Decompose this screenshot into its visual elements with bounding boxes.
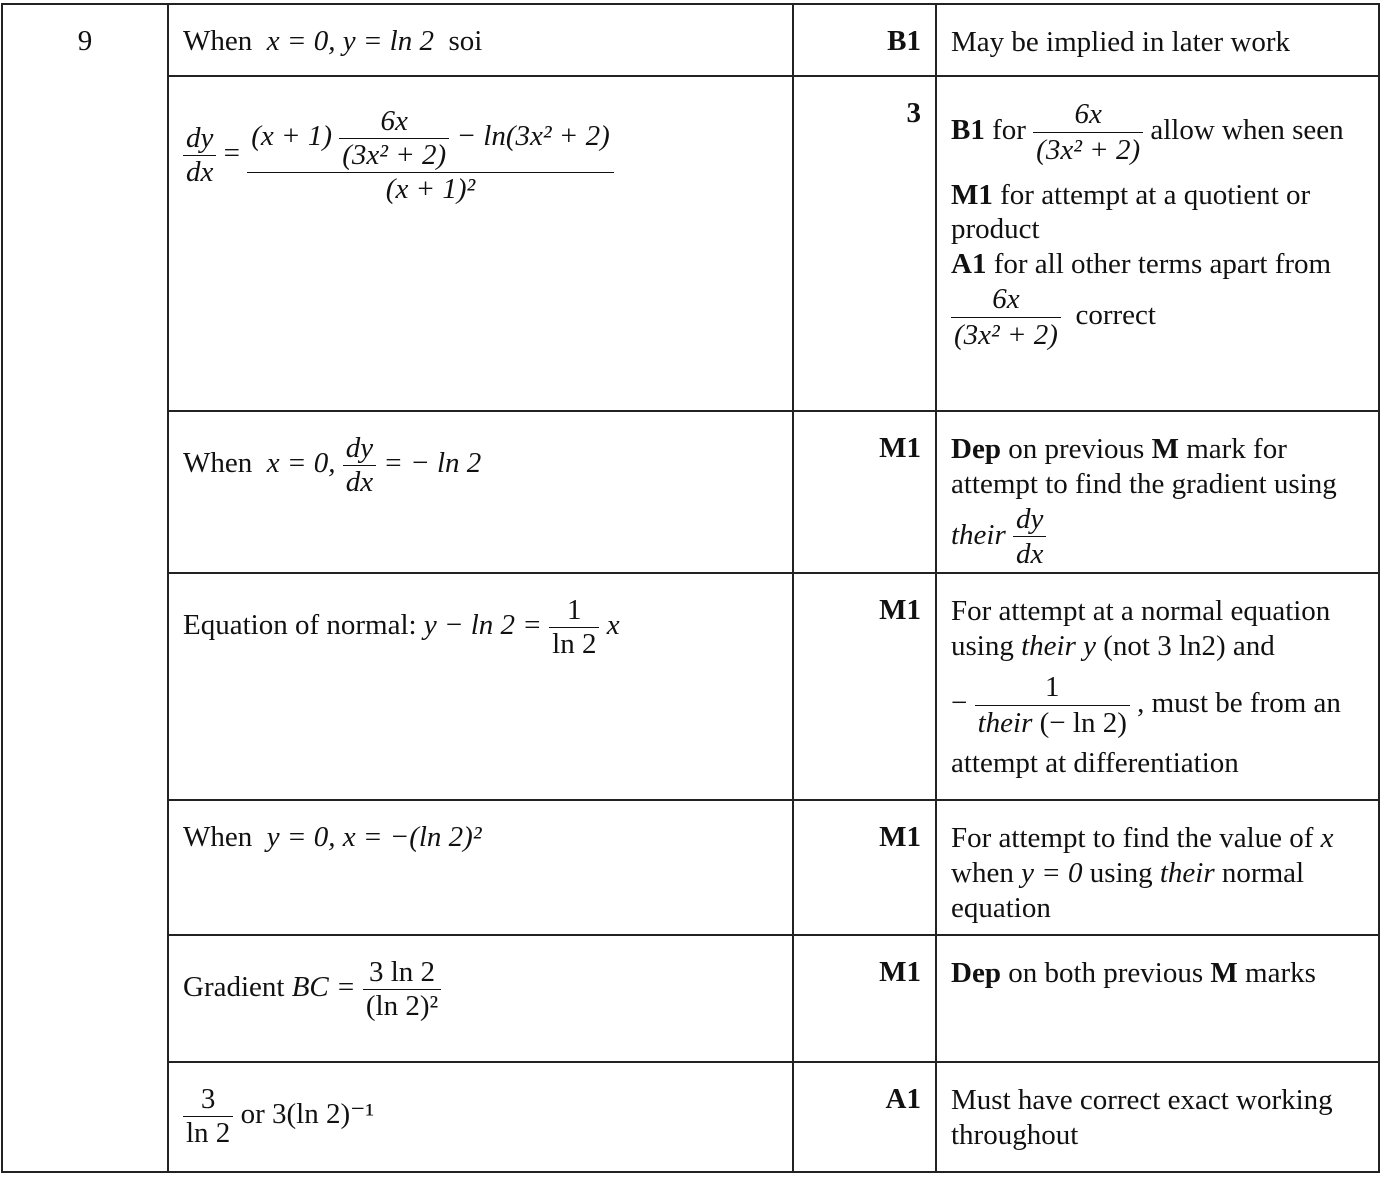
mark-cell: 3 (793, 76, 936, 411)
mark-cell: M1 (793, 800, 936, 935)
mark-cell: A1 (793, 1062, 936, 1172)
answer-cell: Gradient BC = $\frac{3 \ln 2}{\text{(ln 2)²}}$ (168, 935, 793, 1062)
answer-cell: Equation of normal: y − ln 2 = $\frac{1}{\ln 2}$ x (168, 573, 793, 800)
mark-cell: B1 (793, 4, 936, 76)
guidance-cell: May be implied in later work (936, 4, 1379, 76)
guidance-cell: For attempt at a normal equation using their y (not 3 ln2) and − $\frac{1}{\text{their (− ln 2)}}$ , must be from an attempt at differentiation (936, 573, 1379, 800)
table-row (2, 935, 1379, 1062)
guidance-cell: For attempt to find the value of x when y = 0 using their normal equation (936, 800, 1379, 935)
answer-cell: $\frac{3}{\ln 2}$ or 3(ln 2)⁻¹ (168, 1062, 793, 1172)
table-row (2, 800, 1379, 935)
answer-cell: $\frac{dy}{dx}$ = (x + 1) $\frac{6x}{\text{(3x² + 2)}}$ − ln(3x² + 2) (x + 1)² (168, 76, 793, 411)
table-row (2, 4, 1379, 76)
derivative-fraction: $\frac{dy}{dx}$ (183, 122, 216, 189)
guidance-cell: Dep on previous M mark for attempt to find the gradient using their $\frac{dy}{dx}$ (936, 411, 1379, 573)
guidance-cell: Must have correct exact working throughout (936, 1062, 1379, 1172)
table-row (2, 411, 1379, 573)
answer-cell: When x = 0, $\frac{dy}{dx}$ = − ln 2 (168, 411, 793, 573)
answer-cell: When x = 0, y = ln 2 soi (168, 4, 793, 76)
answer-cell: When y = 0, x = −(ln 2)² (168, 800, 793, 935)
quotient-fraction: (x + 1) $\frac{6x}{\text{(3x² + 2)}}$ − ln(3x² + 2) (x + 1)² (247, 105, 614, 206)
guidance-cell: B1 for $\frac{6x}{\text{(3x² + 2)}}$ allow when seen M1 for attempt at a quotient or product A1 for all other terms apart from $\frac{6x}{\text{(3x² + 2)}}$ correct (936, 76, 1379, 411)
mark-cell: M1 (793, 573, 936, 800)
mark-cell: M1 (793, 411, 936, 573)
table-row (2, 573, 1379, 800)
table-row (2, 76, 1379, 411)
guidance-cell: Dep on both previous M marks (936, 935, 1379, 1062)
question-number: 9 (2, 4, 168, 1172)
mark-cell: M1 (793, 935, 936, 1062)
table-row (2, 1062, 1379, 1172)
mark-scheme-table (1, 3, 1380, 1173)
